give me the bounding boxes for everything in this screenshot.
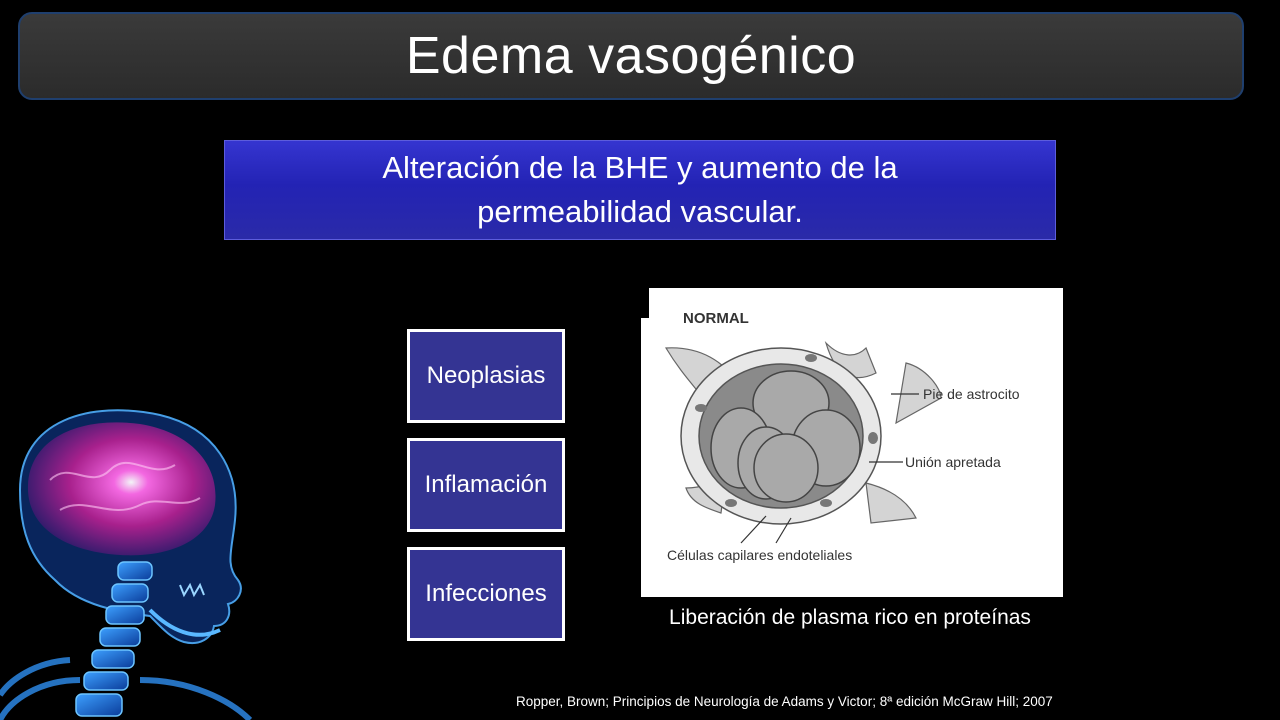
cause-box-neoplasias	[407, 329, 565, 423]
title-bar	[18, 12, 1244, 100]
label-astrocyte: Pie de astrocito	[923, 386, 1020, 402]
capillary-diagram	[641, 288, 1063, 597]
subtitle-box	[224, 140, 1056, 240]
label-junction: Unión apretada	[905, 454, 1001, 470]
cause-label: Inflamación	[424, 471, 548, 498]
figure-corner	[641, 288, 649, 318]
figure-heading: NORMAL	[683, 310, 749, 327]
label-endothelial: Células capilares endoteliales	[667, 547, 853, 563]
cause-label: Neoplasias	[426, 362, 546, 389]
page-title: Edema vasogénico	[405, 27, 857, 85]
cause-box-infecciones	[407, 547, 565, 641]
figure-caption: Liberación de plasma rico en proteínas	[669, 606, 1031, 629]
skeleton-brain-illustration	[0, 380, 260, 720]
subtitle-text: Alteración de la BHE y aumento de la permeabilidad vascular.	[382, 150, 898, 229]
cause-label: Infecciones	[425, 580, 547, 607]
cause-box-inflamacion	[407, 438, 565, 532]
citation: Ropper, Brown; Principios de Neurología de Adams y Victor; 8ª edición McGraw Hill; 2007	[516, 694, 1053, 709]
